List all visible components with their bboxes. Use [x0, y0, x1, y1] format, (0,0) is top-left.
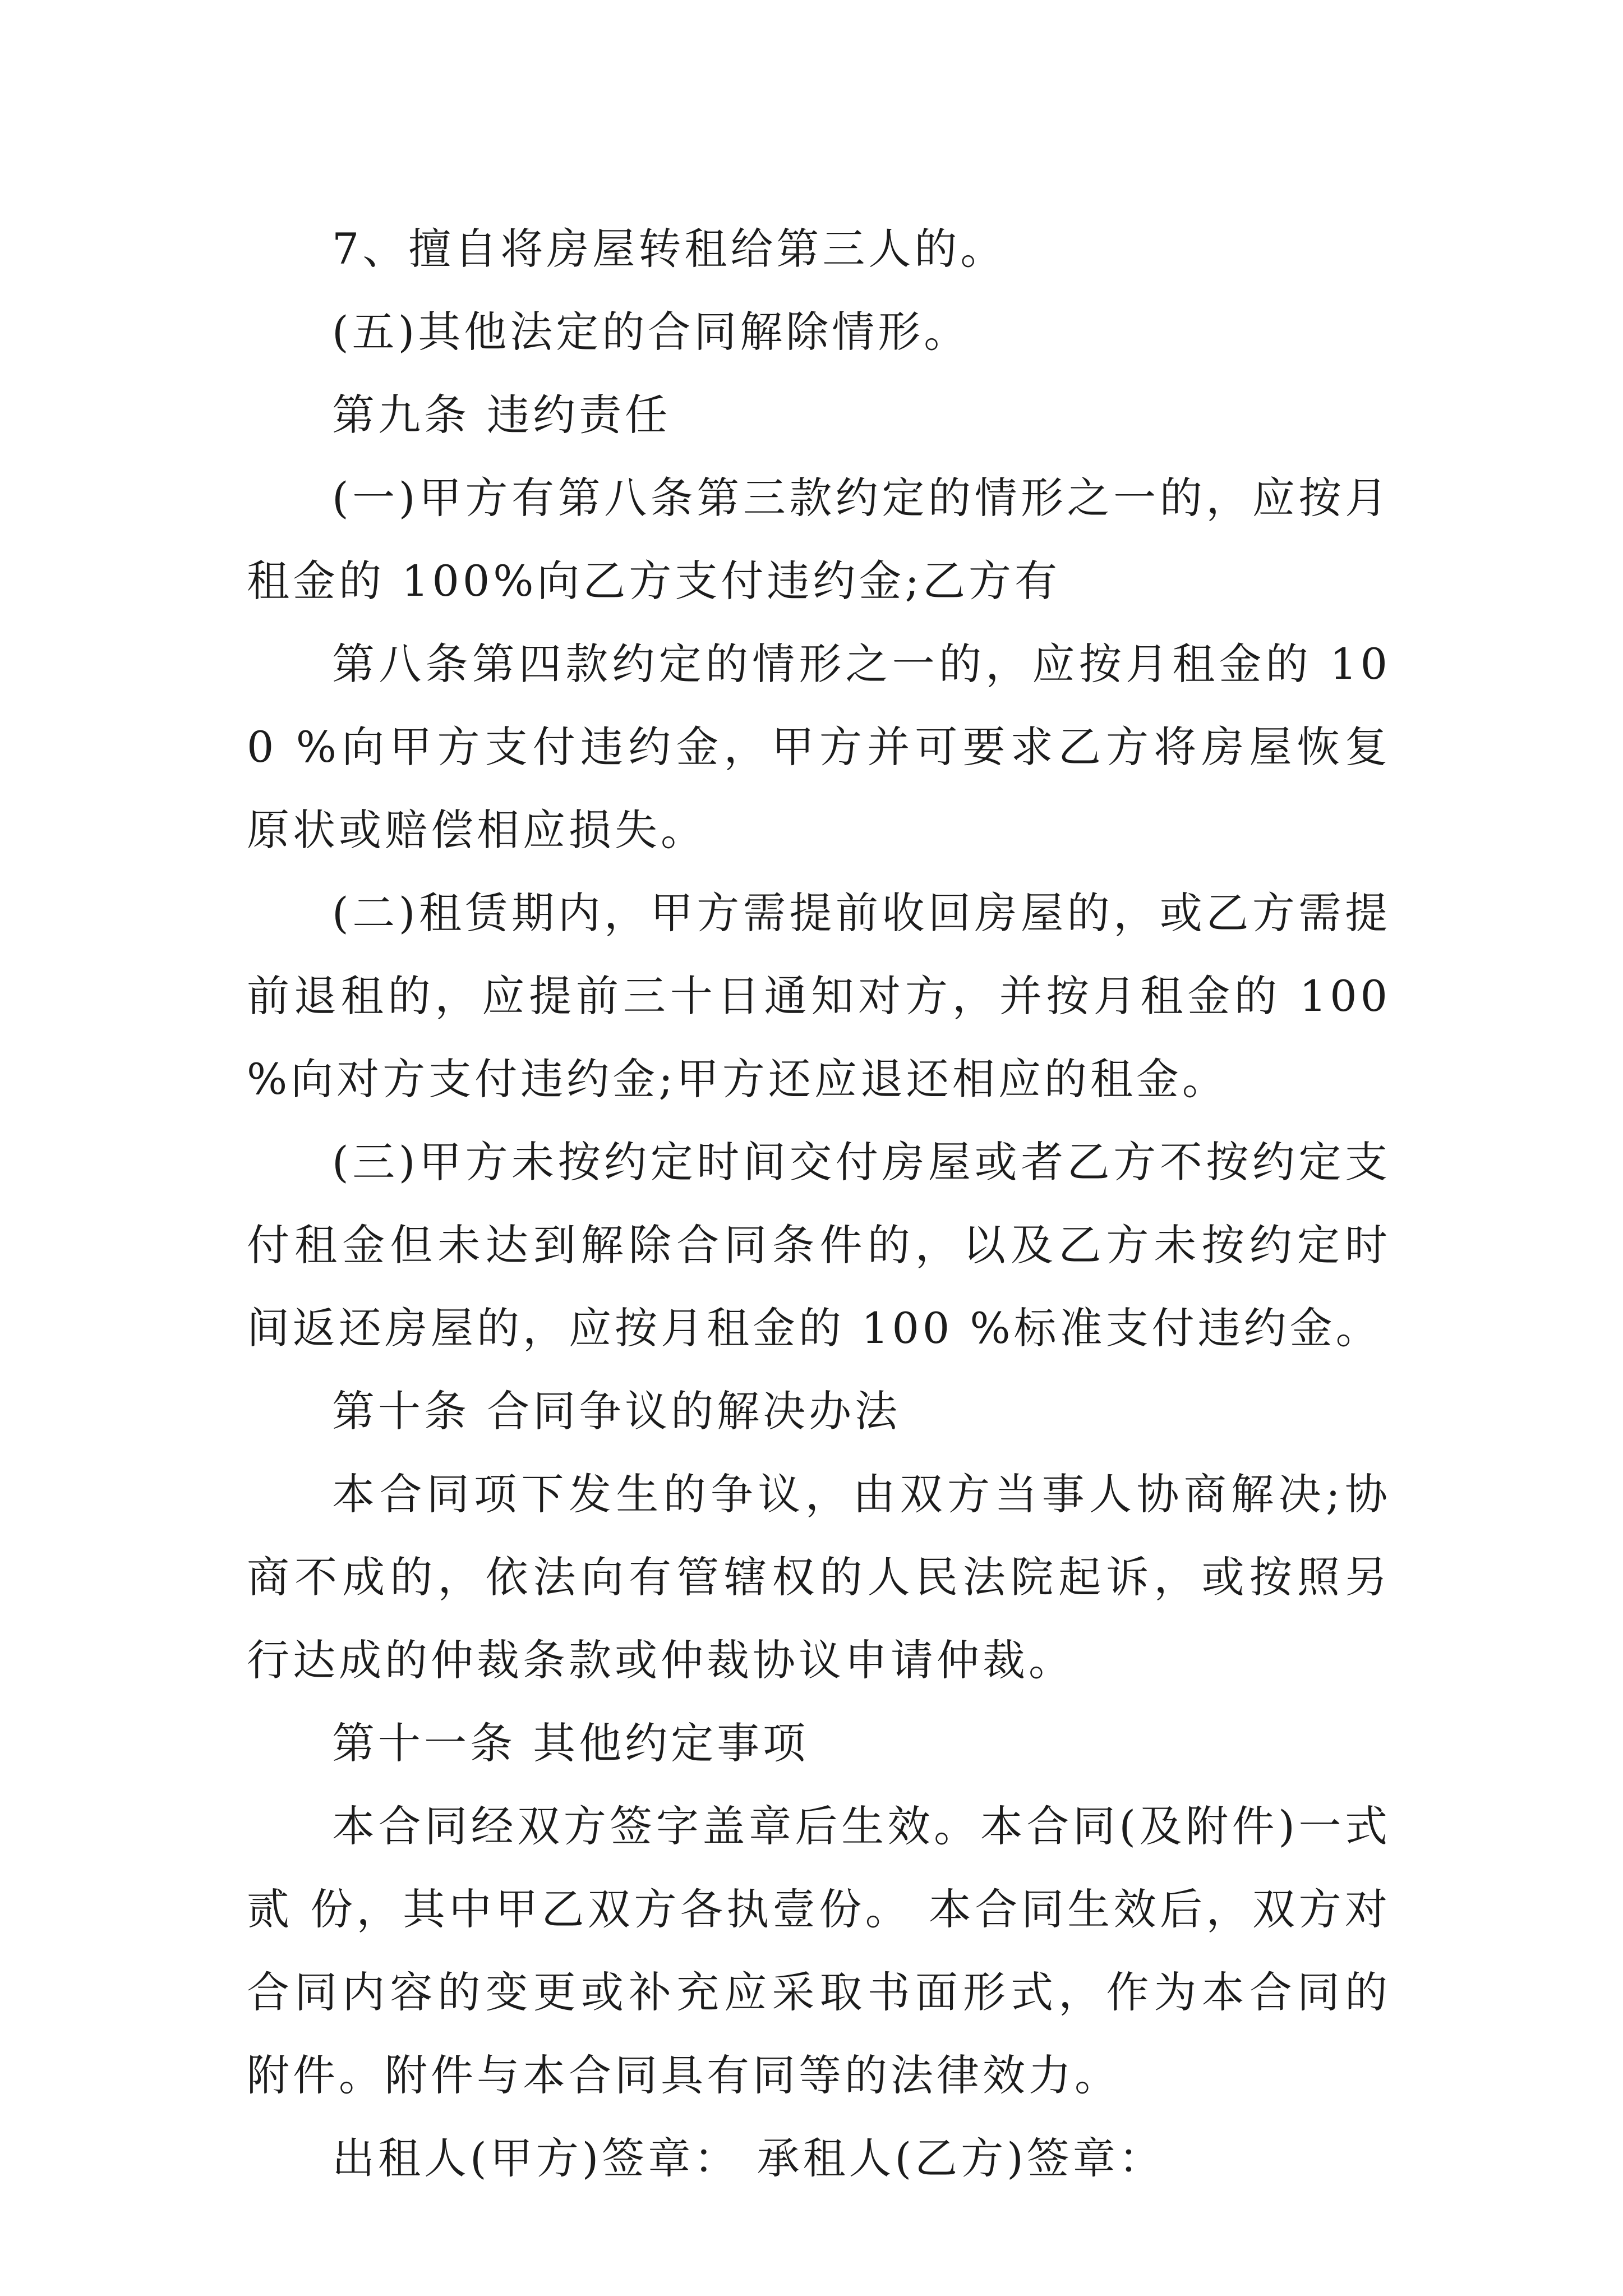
article-9-heading: 第九条 违约责任 [332, 390, 671, 440]
clause-item-5: (五)其他法定的合同解除情形。 [332, 307, 970, 357]
signature-line: 出租人(甲方)签章： 承租人(乙方)签章： [332, 2133, 1165, 2183]
article-9-section-1: (一)甲方有第八条第三款约定的情形之一的，应按月租金的 100%向乙方支付违约金;乙方有 [247, 473, 1391, 606]
document-body [247, 208, 1391, 2200]
clause-item-7: 7、擅自将房屋转租给第三人的。 [332, 224, 1007, 274]
article-9-section-2: (二)租赁期内，甲方需提前收回房屋的，或乙方需提前退租的，应提前三十日通知对方，并按月租金的 100 %向对方支付违约金;甲方还应退还相应的租金。 [247, 888, 1391, 1104]
article-11-heading: 第十一条 其他约定事项 [332, 1718, 809, 1768]
article-9-section-1-cont: 第八条第四款约定的情形之一的，应按月租金的 100 %向甲方支付违约金，甲方并可要求乙方将房屋恢复原状或赔偿相应损失。 [247, 639, 1391, 855]
article-11-body: 本合同经双方签字盖章后生效。本合同(及附件)一式贰 份，其中甲乙双方各执壹份。 本合同生效后，双方对合同内容的变更或补充应采取书面形式，作为本合同的附件。附件与本合同具有同等的法律效力。 [247, 1801, 1391, 2100]
article-10-body: 本合同项下发生的争议，由双方当事人协商解决;协商不成的，依法向有管辖权的人民法院起诉，或按照另行达成的仲裁条款或仲裁协议申请仲裁。 [247, 1469, 1391, 1685]
article-9-section-3: (三)甲方未按约定时间交付房屋或者乙方不按约定支付租金但未达到解除合同条件的，以及乙方未按约定时间返还房屋的，应按月租金的 100 %标准支付违约金。 [247, 1137, 1391, 1353]
article-10-heading: 第十条 合同争议的解决办法 [332, 1386, 901, 1436]
